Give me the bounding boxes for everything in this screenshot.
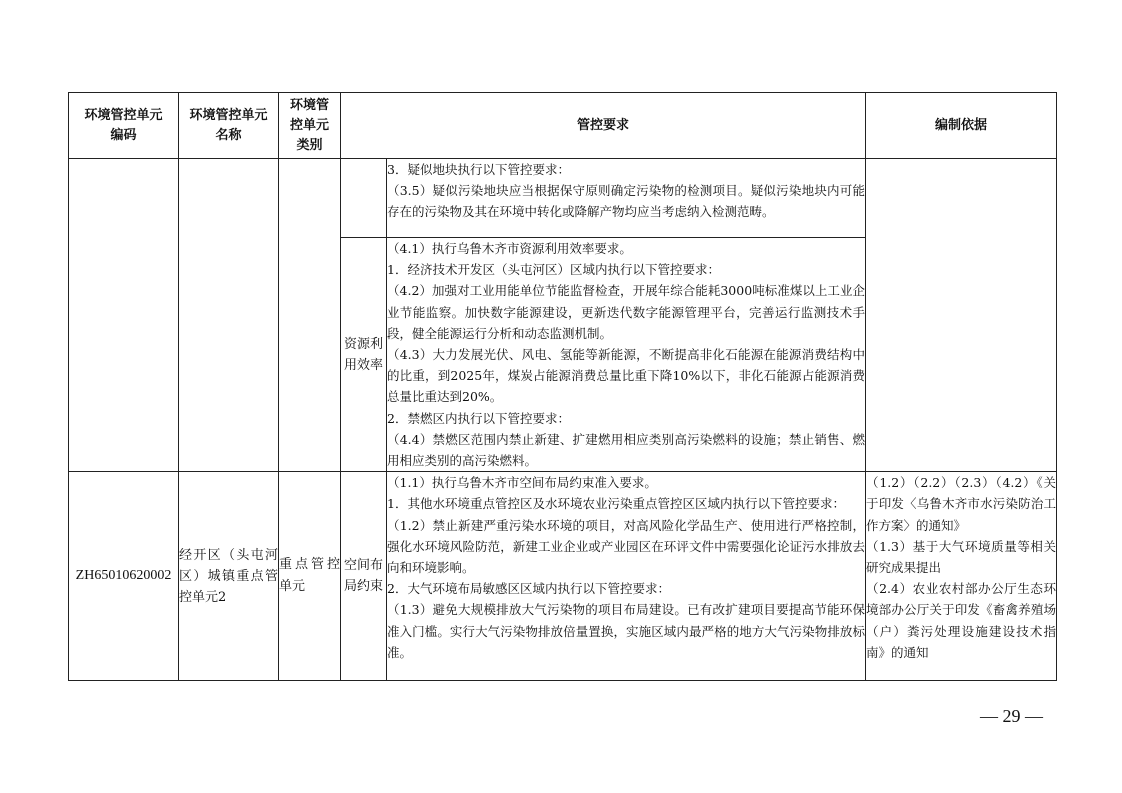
unit-name-cell: 经开区（头屯河区）城镇重点管控单元2 xyxy=(179,472,279,681)
basis-line: （2.4）农业农村部办公厅生态环境部办公厅关于印发《畜禽养殖场（户）粪污处理设施建设技术指南》的通知 xyxy=(866,581,1057,660)
header-unit-code: 环境管控单元编码 xyxy=(69,93,179,159)
requirements-cell xyxy=(387,159,866,238)
requirement-line: 2．大气环境布局敏感区区域内执行以下管控要求： xyxy=(387,581,670,597)
table-row xyxy=(69,472,1057,681)
requirement-line: （4.1）执行乌鲁木齐市资源利用效率要求。 xyxy=(387,241,632,256)
header-basis: 编制依据 xyxy=(866,93,1057,159)
page-number: — 29 — xyxy=(980,706,1043,726)
basis-line: （1.3）基于大气环境质量等相关研究成果提出 xyxy=(866,538,1057,576)
requirement-line: 1．其他水环境重点管控区及水环境农业污染重点管控区区域内执行以下管控要求： xyxy=(387,496,845,512)
requirement-line: （4.4）禁燃区范围内禁止新建、扩建燃用相应类别高污染燃料的设施；禁止销售、燃用相应类别的高污染燃料。 xyxy=(387,431,866,469)
category-cell: 资源利用效率 xyxy=(341,238,387,472)
unit-type-cell: 重点管控单元 xyxy=(279,472,341,681)
category-cell: 空间布局约束 xyxy=(341,472,387,681)
header-unit-type: 环境管控单元类别 xyxy=(279,93,341,159)
requirement-line: （1.3）避免大规模排放大气污染物的项目布局建设。已有改扩建项目要提高节能环保准入门槛。实行大气污染物排放倍量置换，实施区域内最严格的地方大气污染物排放标准。 xyxy=(387,602,866,660)
management-table xyxy=(68,92,1057,681)
basis-cell xyxy=(866,472,1057,681)
empty-code-cell xyxy=(69,159,179,472)
requirement-line: （3.5）疑似污染地块应当根据保守原则确定污染物的检测项目。疑似污染地块内可能存在的污染物及其在环境中转化或降解产物均应当考虑纳入检测范畴。 xyxy=(387,183,866,220)
header-unit-name: 环境管控单元名称 xyxy=(179,93,279,159)
requirements-cell xyxy=(387,472,866,681)
requirement-line: 1．经济技术开发区（头屯河区）区域内执行以下管控要求： xyxy=(387,262,720,278)
table-row xyxy=(69,159,1057,238)
requirement-line: （1.1）执行乌鲁木齐市空间布局约束准入要求。 xyxy=(387,475,657,491)
empty-category-cell xyxy=(341,159,387,238)
header-requirements: 管控要求 xyxy=(341,93,866,159)
empty-name-cell xyxy=(179,159,279,472)
basis-line: （1.2）（2.2）（2.3）（4.2）《关于印发〈乌鲁木齐市水污染防治工作方案〉的通知》 xyxy=(866,475,1057,533)
empty-basis-cell xyxy=(866,159,1057,472)
requirement-line: （1.2）禁止新建严重污染水环境的项目，对高风险化学品生产、使用进行严格控制，强化水环境风险防范，新建工业企业或产业园区在环评文件中需要强化论证污水排放去向和环境影响。 xyxy=(387,517,866,576)
requirement-line: 3．疑似地块执行以下管控要求： xyxy=(387,162,570,177)
requirement-line: （4.3）大力发展光伏、风电、氢能等新能源，不断提高非化石能源在能源消费结构中的比重，到2025年，煤炭占能源消费总量比重下降10%以下，非化石能源占能源消费总量比重达到20%。 xyxy=(387,347,866,405)
unit-code-cell: ZH65010620002 xyxy=(69,472,179,681)
header-row xyxy=(69,93,1057,159)
requirement-line: 2．禁燃区内执行以下管控要求： xyxy=(387,410,570,426)
requirements-cell xyxy=(387,238,866,472)
requirement-line: （4.2）加强对工业用能单位节能监督检查，开展年综合能耗3000吨标准煤以上工业企业节能监察。加快数字能源建设，更新迭代数字能源管理平台，完善运行监测技术手段，健全能源运行分析和动态监测机制。 xyxy=(387,283,866,341)
empty-type-cell xyxy=(279,159,341,472)
